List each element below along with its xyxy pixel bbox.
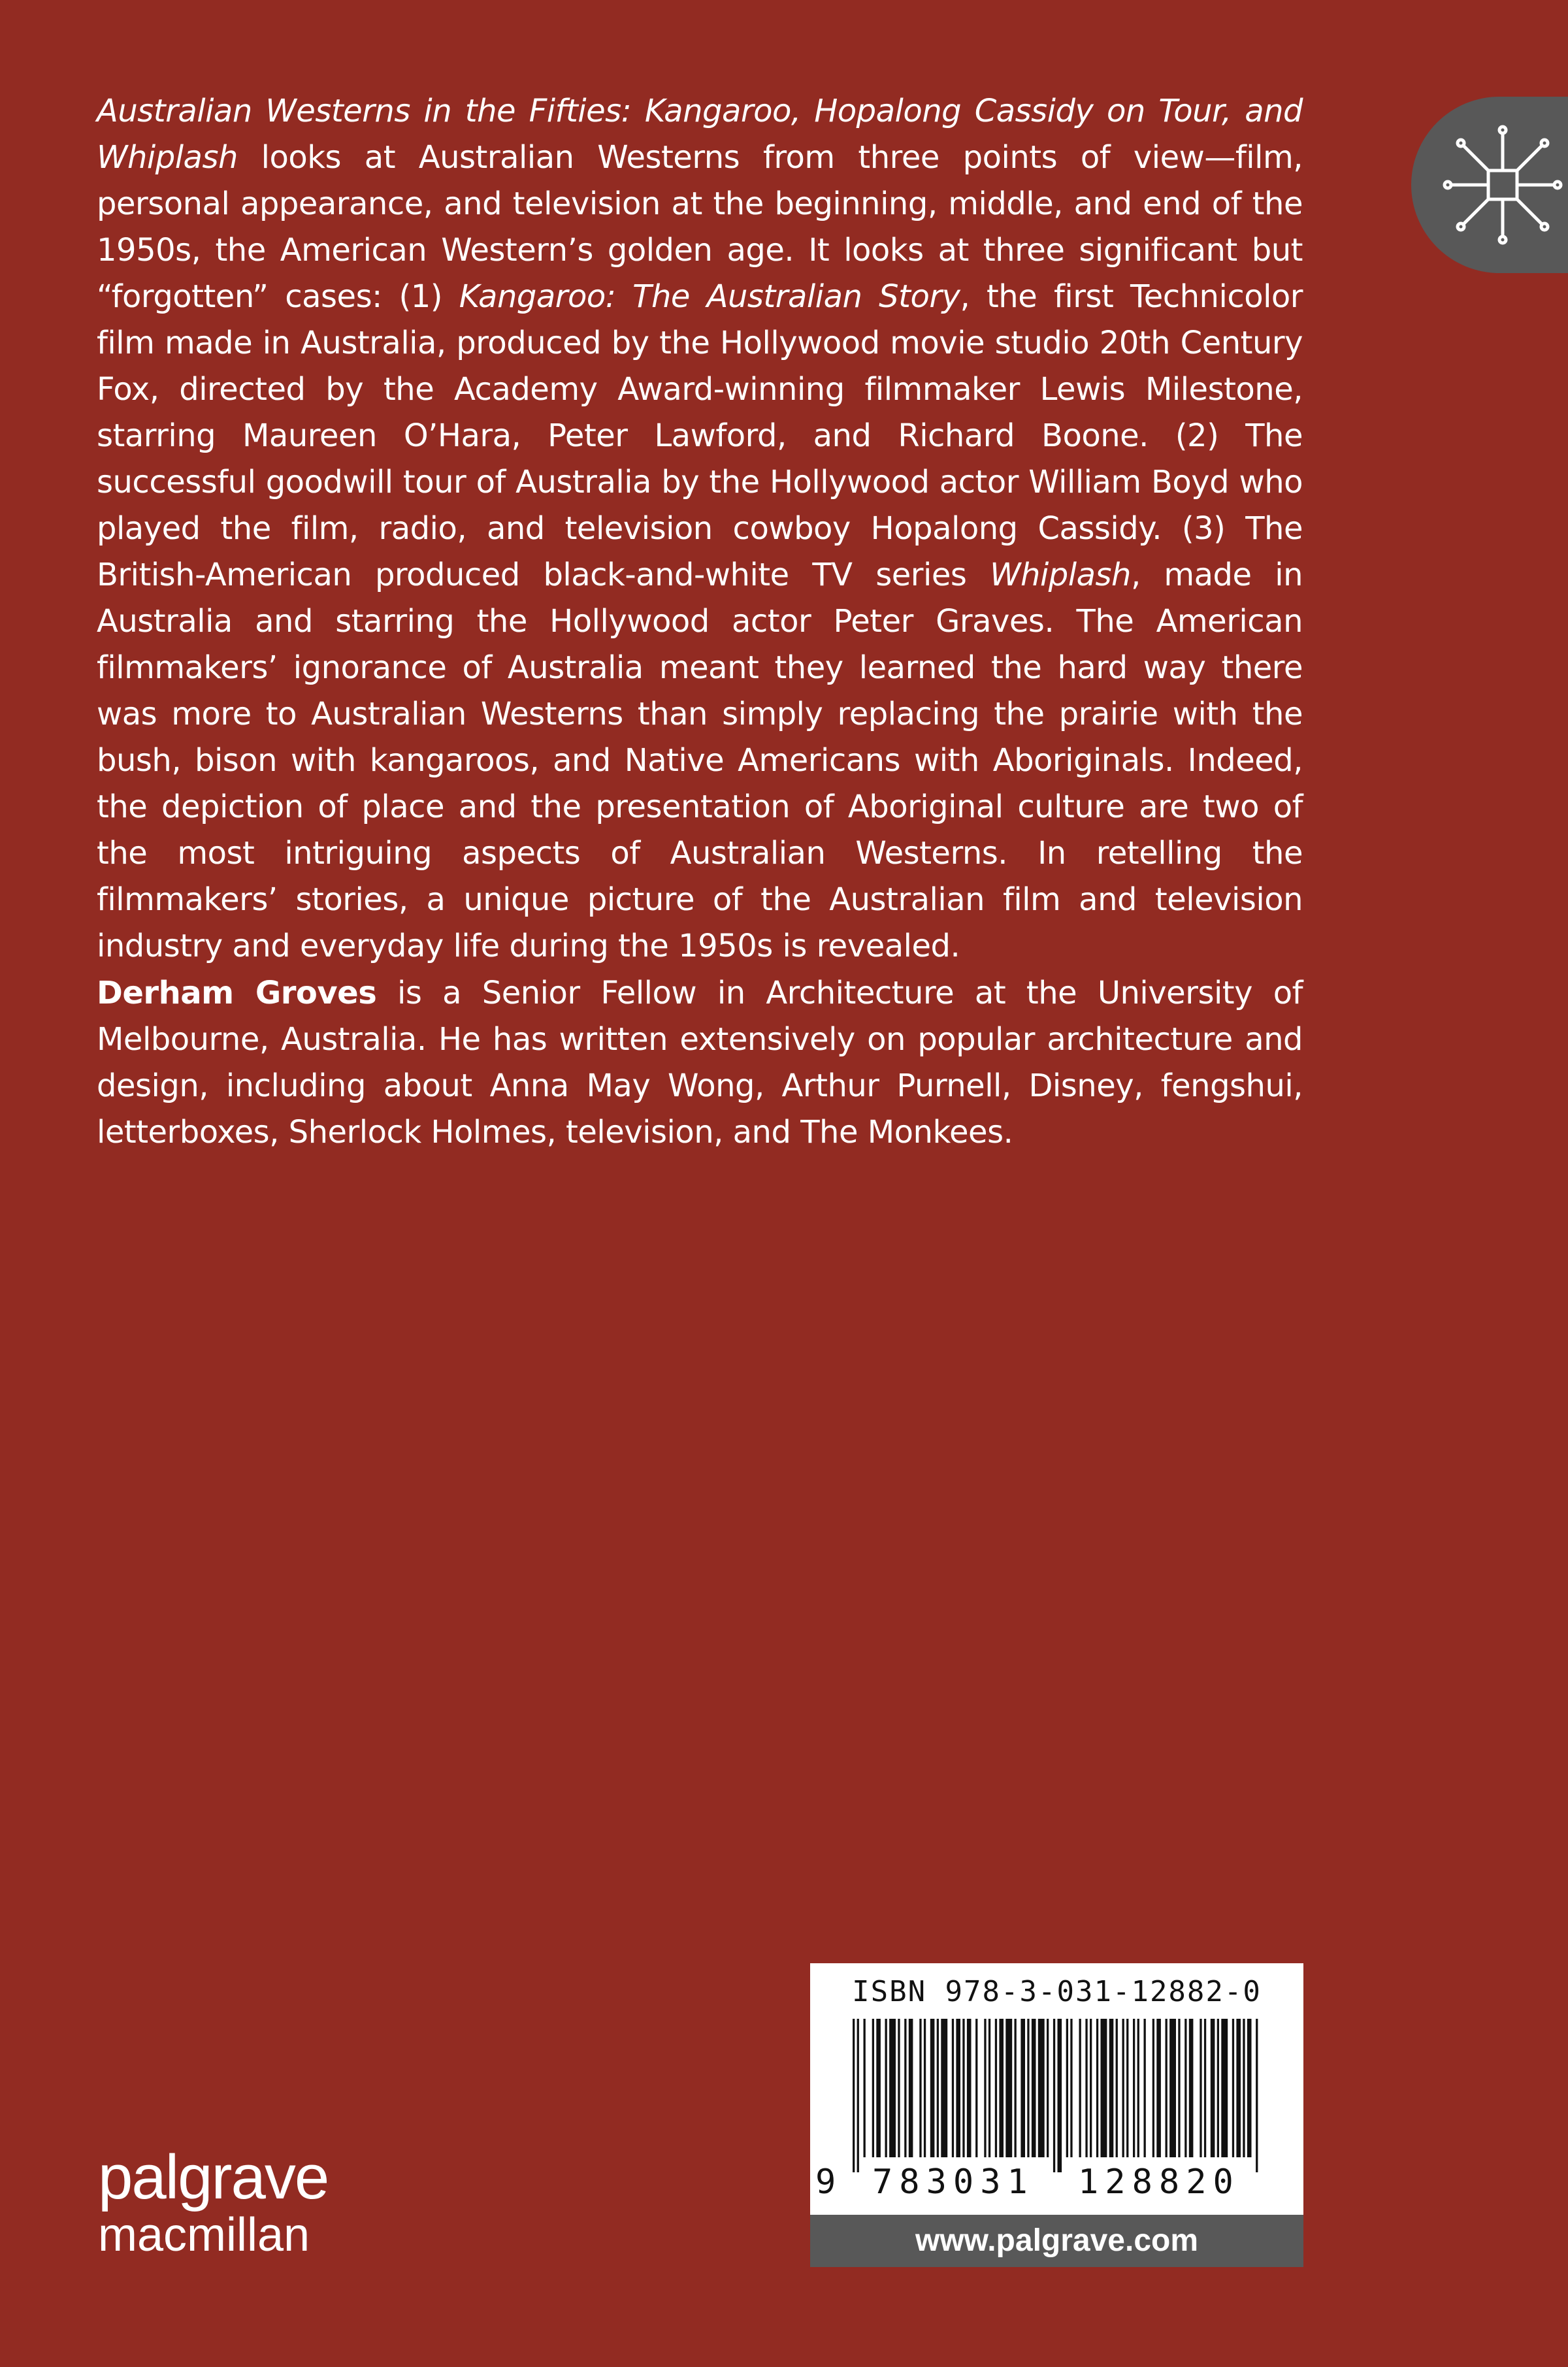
blurb-text-3: , made in Australia and starring the Hollywood actor Peter Graves. The American filmmakers’ ignorance of Australia meant they learned the hard way there was more to Australian Westerns than simply replacing the prairie with the bush, bison with kangaroos, and Native Americans with Aboriginals. Indeed, the depiction of place and the presentation of Aboriginal culture are two of the most intriguing aspects of Australian Westerns. In retelling the filmmakers’ stories, a unique picture of the Australian film and television industry and everyday life during the 1950s is revealed. [97, 557, 1303, 964]
barcode-bar [1189, 2019, 1194, 2157]
publisher-logo [98, 2142, 329, 2261]
barcode-bar [1079, 2019, 1081, 2157]
barcode-bar [999, 2019, 1004, 2157]
barcode-bar [1066, 2019, 1068, 2157]
barcode-bar [937, 2019, 939, 2157]
barcode-bar [1166, 2019, 1168, 2157]
barcode-bar [1015, 2019, 1017, 2157]
barcode-bar [924, 2019, 926, 2157]
barcode-bar [1096, 2019, 1098, 2157]
isbn-digits-row [810, 2159, 1303, 2205]
barcode-bar [1053, 2019, 1055, 2172]
barcode-bar [1156, 2019, 1161, 2157]
author-bio-text: is a Senior Fellow in Architecture at the University of Melbourne, Australia. He has written extensively on popular architecture and design, including about Anna May Wong, Arthur Purnell, Disney, fengshui, letterboxes, Sherlock Holmes, television, and The Monkees. [97, 975, 1303, 1151]
barcode-bar [1204, 2019, 1206, 2157]
barcode-bar [952, 2019, 954, 2157]
barcode-bar [995, 2019, 997, 2157]
barcode-bar [898, 2019, 900, 2157]
barcode-bar [1038, 2019, 1045, 2157]
palgrave-logo-badge [1411, 97, 1568, 273]
publisher-name-line2: macmillan [98, 2209, 310, 2261]
barcode-bar [904, 2019, 906, 2157]
barcode-bar [864, 2019, 866, 2157]
barcode-bar [967, 2019, 972, 2157]
barcode-bar [1005, 2019, 1012, 2157]
barcode-bar [975, 2019, 977, 2157]
barcode-bar [1217, 2019, 1219, 2157]
barcode-bar [1169, 2019, 1176, 2157]
barcode-bar [1126, 2019, 1128, 2157]
blurb-text-2: , the first Technicolor film made in Australia, produced by the Hollywood movie studio 20th Century Fox, directed by the Academy Award-winning filmmaker Lewis Milestone, starring Maureen O’Hara, Peter Lawford, and Richard Boone. (2) The successful goodwill tour of Australia by the Hollywood actor William Boyd who played the film, radio, and television cowboy Hopalong Cassidy. (3) The British-American produced black-and-white TV series [97, 278, 1303, 593]
isbn-digit-group-2: 128820 [1078, 2163, 1240, 2202]
barcode-bar [909, 2019, 913, 2157]
barcode-bar [876, 2019, 881, 2157]
barcode-bar [1116, 2019, 1118, 2157]
barcode-bar [1221, 2019, 1228, 2157]
barcode-bar [1122, 2019, 1124, 2157]
barcode-bar [1144, 2019, 1146, 2157]
isbn-digit-group-1: 783031 [872, 2163, 1034, 2202]
barcode-bar [1247, 2019, 1252, 2157]
barcode-bar [1184, 2019, 1186, 2157]
barcode-icon [853, 2019, 1264, 2172]
barcode-bar [1211, 2019, 1215, 2157]
blurb-text-1: looks at Australian Westerns from three points of view—film, personal appearance, and television at the beginning, middle, and end of the 1950s, the American Western’s golden age. It looks at three significant but “forgotten” cases: (1) [97, 139, 1303, 315]
publisher-name-line1: palgrave [98, 2142, 329, 2212]
barcode-bar [962, 2019, 964, 2157]
barcode-bar [1232, 2019, 1234, 2157]
isbn-barcode-box [810, 1963, 1303, 2267]
barcode-bar [1085, 2019, 1087, 2157]
barcode-bar [872, 2019, 874, 2157]
barcode-bar [1133, 2019, 1135, 2157]
barcode-bar [1243, 2019, 1245, 2157]
barcode-bar [1152, 2019, 1154, 2157]
series-title-italic: Whiplash [990, 557, 1131, 593]
barcode-bar [1027, 2019, 1029, 2157]
barcode-bar [1256, 2019, 1258, 2172]
palgrave-network-logo-icon [1437, 120, 1568, 250]
isbn-label: ISBN 978-3-031-12882-0 [852, 1975, 1262, 2008]
barcode-bar [1109, 2019, 1114, 2157]
barcode-bar [919, 2019, 921, 2157]
barcode-bar [853, 2019, 855, 2172]
barcode-bar [1101, 2019, 1107, 2157]
barcode-bar [885, 2019, 887, 2157]
barcode-bar [1047, 2019, 1049, 2157]
website-url: www.palgrave.com [810, 2215, 1303, 2267]
barcode-bar [956, 2019, 960, 2157]
barcode-bar [1032, 2019, 1036, 2157]
blurb-paragraph [97, 88, 1303, 970]
author-name: Derham Groves [97, 975, 377, 1011]
barcode-bar [930, 2019, 935, 2157]
barcode-bar [1058, 2019, 1062, 2172]
book-title-italic: Australian Westerns in the Fifties: Kangaroo, Hopalong Cassidy on Tour, and Whiplash [97, 93, 1303, 176]
film-title-italic: Kangaroo: The Australian Story [459, 278, 960, 315]
barcode-bar [1200, 2019, 1201, 2157]
barcode-bar [988, 2019, 990, 2157]
author-bio-paragraph [97, 970, 1303, 1156]
barcode-bar [984, 2019, 986, 2157]
barcode-bar [941, 2019, 947, 2157]
barcode-bar [1137, 2019, 1139, 2157]
isbn-lead-digit: 9 [815, 2163, 836, 2202]
barcode-bar [857, 2019, 859, 2172]
barcode-bar [1236, 2019, 1241, 2157]
barcode-bar [1070, 2019, 1072, 2157]
barcode-bar [1178, 2019, 1180, 2157]
isbn-white-panel [810, 1963, 1303, 2215]
barcode-bar [1090, 2019, 1092, 2157]
barcode-bar [889, 2019, 896, 2157]
barcode-bar [1021, 2019, 1025, 2157]
